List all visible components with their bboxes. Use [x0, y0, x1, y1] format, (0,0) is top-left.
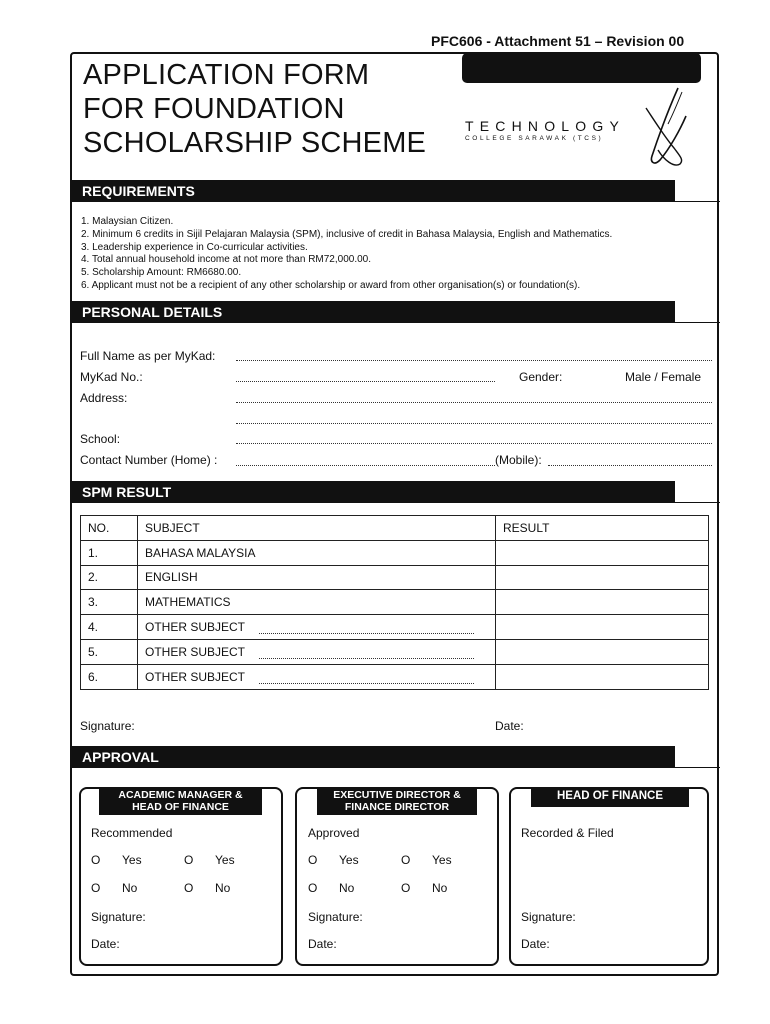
signature-label: Signature:: [91, 910, 146, 924]
option-circle[interactable]: O: [91, 881, 101, 895]
list-item: 3. Leadership experience in Co-curricular activities.: [81, 241, 308, 253]
title-line-1: APPLICATION FORM: [83, 59, 370, 91]
requirements-list: [81, 216, 612, 293]
title-line-3: SCHOLARSHIP SCHEME: [83, 127, 427, 159]
other-subject-field[interactable]: [259, 683, 474, 684]
address-field-line-1[interactable]: [236, 402, 712, 403]
column-header-subject: SUBJECT: [138, 516, 496, 541]
approved-label: Approved: [308, 826, 360, 840]
spm-result-table: [80, 515, 709, 690]
mobile-label: (Mobile):: [495, 453, 542, 467]
full-name-field[interactable]: [236, 360, 712, 361]
row-number: 2.: [81, 565, 138, 590]
option-circle[interactable]: O: [184, 881, 194, 895]
signature-label: Signature:: [308, 910, 363, 924]
box-title: [99, 787, 262, 815]
row-result-cell[interactable]: [496, 590, 709, 615]
option-circle[interactable]: O: [401, 853, 411, 867]
row-subject: OTHER SUBJECT: [145, 644, 246, 659]
table-header-row: [81, 516, 709, 541]
yes-label: Yes: [432, 853, 452, 867]
approval-box-executive-director: [295, 787, 499, 966]
logo-wordmark: TECHNOLOGY: [465, 118, 626, 134]
no-label: No: [339, 881, 355, 895]
table-row: [81, 590, 709, 615]
row-subject-cell: [138, 664, 496, 689]
row-subject: BAHASA MALAYSIA: [138, 540, 496, 565]
box-title-line-1: HEAD OF FINANCE: [556, 790, 664, 802]
contact-home-field[interactable]: [236, 465, 495, 466]
option-circle[interactable]: O: [184, 853, 194, 867]
title-line-2: FOR FOUNDATION: [83, 93, 345, 125]
list-item: 5. Scholarship Amount: RM6680.00.: [81, 267, 242, 279]
box-title-line-1: ACADEMIC MANAGER &: [118, 789, 243, 801]
row-subject-cell: [138, 615, 496, 640]
row-number: 3.: [81, 590, 138, 615]
date-label: Date:: [91, 937, 120, 951]
row-result-cell[interactable]: [496, 565, 709, 590]
no-label: No: [122, 881, 138, 895]
applicant-date-label: Date:: [495, 719, 524, 733]
row-subject: OTHER SUBJECT: [145, 620, 246, 635]
date-label: Date:: [521, 937, 550, 951]
no-label: No: [215, 881, 231, 895]
table-row: [81, 664, 709, 689]
table-row: [81, 540, 709, 565]
address-field-line-2[interactable]: [236, 423, 712, 424]
school-label: School:: [80, 432, 121, 446]
date-label: Date:: [308, 937, 337, 951]
option-circle[interactable]: O: [91, 853, 101, 867]
row-result-cell[interactable]: [496, 664, 709, 689]
form-title: [83, 58, 426, 160]
logo-subtitle: COLLEGE SARAWAK (TCS): [465, 135, 604, 142]
other-subject-field[interactable]: [259, 633, 474, 634]
box-title-line-2: FINANCE DIRECTOR: [344, 801, 450, 813]
document-reference: PFC606 - Attachment 51 – Revision 00: [431, 33, 685, 49]
yes-label: Yes: [339, 853, 359, 867]
option-circle[interactable]: O: [308, 881, 318, 895]
row-subject: MATHEMATICS: [138, 590, 496, 615]
row-result-cell[interactable]: [496, 615, 709, 640]
row-number: 6.: [81, 664, 138, 689]
approval-box-academic-manager: [79, 787, 283, 966]
table-row: [81, 639, 709, 664]
address-label: Address:: [80, 391, 128, 405]
requirements-heading: REQUIREMENTS: [72, 180, 675, 202]
recorded-filed-label: Recorded & Filed: [521, 826, 614, 840]
yes-label: Yes: [122, 853, 142, 867]
gender-options[interactable]: Male / Female: [625, 370, 702, 384]
spm-result-heading: SPM RESULT: [72, 481, 675, 503]
mobile-field[interactable]: [548, 465, 712, 466]
yes-label: Yes: [215, 853, 235, 867]
list-item: 2. Minimum 6 credits in Sijil Pelajaran Malaysia (SPM), inclusive of credit in Bahasa Malaysia, English and Mathematics.: [81, 228, 613, 240]
applicant-signature-label: Signature:: [80, 719, 135, 733]
logo-swirl-icon: [640, 86, 690, 168]
row-subject: ENGLISH: [138, 565, 496, 590]
box-title-line-1: EXECUTIVE DIRECTOR &: [333, 789, 461, 801]
other-subject-field[interactable]: [259, 658, 474, 659]
list-item: 4. Total annual household income at not more than RM72,000.00.: [81, 254, 372, 266]
mykad-field[interactable]: [236, 381, 495, 382]
option-circle[interactable]: O: [308, 853, 318, 867]
personal-details-heading: PERSONAL DETAILS: [72, 301, 675, 323]
row-number: 4.: [81, 615, 138, 640]
option-circle[interactable]: O: [401, 881, 411, 895]
table-row: [81, 565, 709, 590]
row-number: 1.: [81, 540, 138, 565]
header-black-bar: [462, 53, 701, 83]
contact-home-label: Contact Number (Home) :: [80, 453, 218, 467]
college-logo: [465, 118, 625, 142]
box-title: [317, 787, 477, 815]
box-title: [531, 787, 689, 807]
school-field[interactable]: [236, 443, 712, 444]
list-item: 1. Malaysian Citizen.: [81, 216, 174, 227]
recommended-label: Recommended: [91, 826, 173, 840]
signature-label: Signature:: [521, 910, 576, 924]
row-result-cell[interactable]: [496, 639, 709, 664]
column-header-result: RESULT: [496, 516, 709, 541]
row-subject: OTHER SUBJECT: [145, 669, 246, 684]
column-header-no: NO.: [81, 516, 138, 541]
table-row: [81, 615, 709, 640]
gender-label: Gender:: [519, 370, 563, 384]
approval-box-head-of-finance: [509, 787, 709, 966]
approval-heading: APPROVAL: [72, 746, 675, 768]
box-title-line-2: HEAD OF FINANCE: [132, 801, 229, 813]
list-item: 6. Applicant must not be a recipient of any other scholarship or award from other organisation(s) or foundation(s).: [81, 279, 581, 291]
row-subject-cell: [138, 639, 496, 664]
row-number: 5.: [81, 639, 138, 664]
no-label: No: [432, 881, 448, 895]
full-name-label: Full Name as per MyKad:: [80, 349, 216, 363]
mykad-label: MyKad No.:: [80, 370, 143, 384]
row-result-cell[interactable]: [496, 540, 709, 565]
